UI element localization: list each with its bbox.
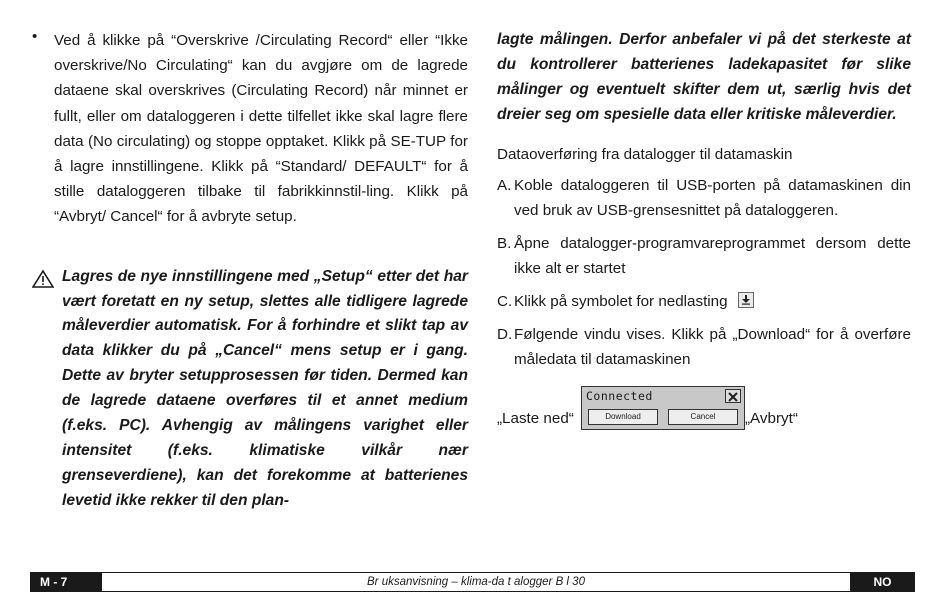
warning-text: Lagres de nye innstillingene med „Setup“ etter det har vært foretatt en ny setup, slettes alle tidligere lagrede måleverdier automatisk. For å forhindre et slikt tap av data klikker du på „Cancel“ mens setup er i gang. Dette av bryter setupprosessen før tiden. Dermed kan de lagrede dataene overføres til et annet medium (f.eks. PC). Avhengig av målingens varighet eller intensitet (f.eks. klimatiske vilkår nær grenseverdiene), kan det forekomme at batterienes levetid ikke rekker til den plan- bbox=[62, 267, 468, 509]
warning-triangle-icon bbox=[32, 269, 54, 289]
download-caption: „Laste ned“ bbox=[497, 409, 574, 427]
bullet-text: Ved å klikke på “Overskrive /Circulating Record“ eller “Ikke overskrive/No Circulating“ kan du avgjøre om de lagrede dataene skal overskrives (Circulating Record) når minnet er fullt, eller om dataloggeren i dette tilfellet ikke skal lagre flere data (No circulating) og stoppe opptaket. Klikk på SE-TUP for å lagre innstillingene. Klikk på “Standard/ DEFAULT“ for å stille dataloggeren tilbake til fabrikkinnstil-ling. Klikk på “Avbryt/ Cancel“ for å avbryte setup. bbox=[54, 32, 468, 226]
page-footer bbox=[30, 572, 915, 592]
step-d bbox=[497, 322, 911, 372]
right-column bbox=[497, 28, 911, 446]
bullet-paragraph bbox=[30, 28, 468, 230]
download-button[interactable]: Download bbox=[588, 409, 658, 425]
bullet-icon: • bbox=[32, 28, 38, 45]
step-text: Koble dataloggeren til USB-porten på datamaskinen din ved bruk av USB-grensesnittet på dataloggeren. bbox=[514, 176, 911, 219]
cancel-button[interactable]: Cancel bbox=[668, 409, 738, 425]
page-number: M - 7 bbox=[30, 572, 102, 592]
step-c bbox=[497, 289, 911, 314]
step-a bbox=[497, 173, 911, 223]
close-icon[interactable] bbox=[725, 389, 741, 403]
step-b bbox=[497, 231, 911, 281]
left-column bbox=[30, 28, 468, 514]
step-text: Åpne datalogger-programvareprogrammet dersom dette ikke alt er startet bbox=[514, 234, 911, 277]
cancel-caption: „Avbryt“ bbox=[745, 409, 798, 427]
footer-title: Br uksanvisning – klima-da t alogger B l 30 bbox=[102, 572, 850, 592]
dialog-title: Connected bbox=[586, 388, 653, 403]
step-label: B. bbox=[497, 234, 512, 252]
connected-dialog bbox=[581, 386, 745, 430]
step-label: C. bbox=[497, 292, 513, 310]
warning-block bbox=[30, 265, 468, 514]
step-text: Følgende vindu vises. Klikk på „Download“ for å overføre måledata til datamaskinen bbox=[514, 325, 911, 368]
step-label: A. bbox=[497, 176, 512, 194]
warning-continued: lagte målingen. Derfor anbefaler vi på det sterkeste at du kontrollerer batterienes ladekapasitet før slike målinger og eventuelt skifter dem ut, særlig hvis det dreier seg om spesielle data eller kritiske måleverdier. bbox=[497, 31, 911, 123]
step-text: Klikk på symbolet for nedlasting bbox=[514, 292, 728, 310]
section-heading: Dataoverføring fra datalogger til datamaskin bbox=[497, 145, 793, 163]
download-icon bbox=[738, 292, 754, 308]
dialog-illustration bbox=[497, 386, 911, 446]
step-label: D. bbox=[497, 325, 513, 343]
language-code: NO bbox=[850, 572, 915, 592]
